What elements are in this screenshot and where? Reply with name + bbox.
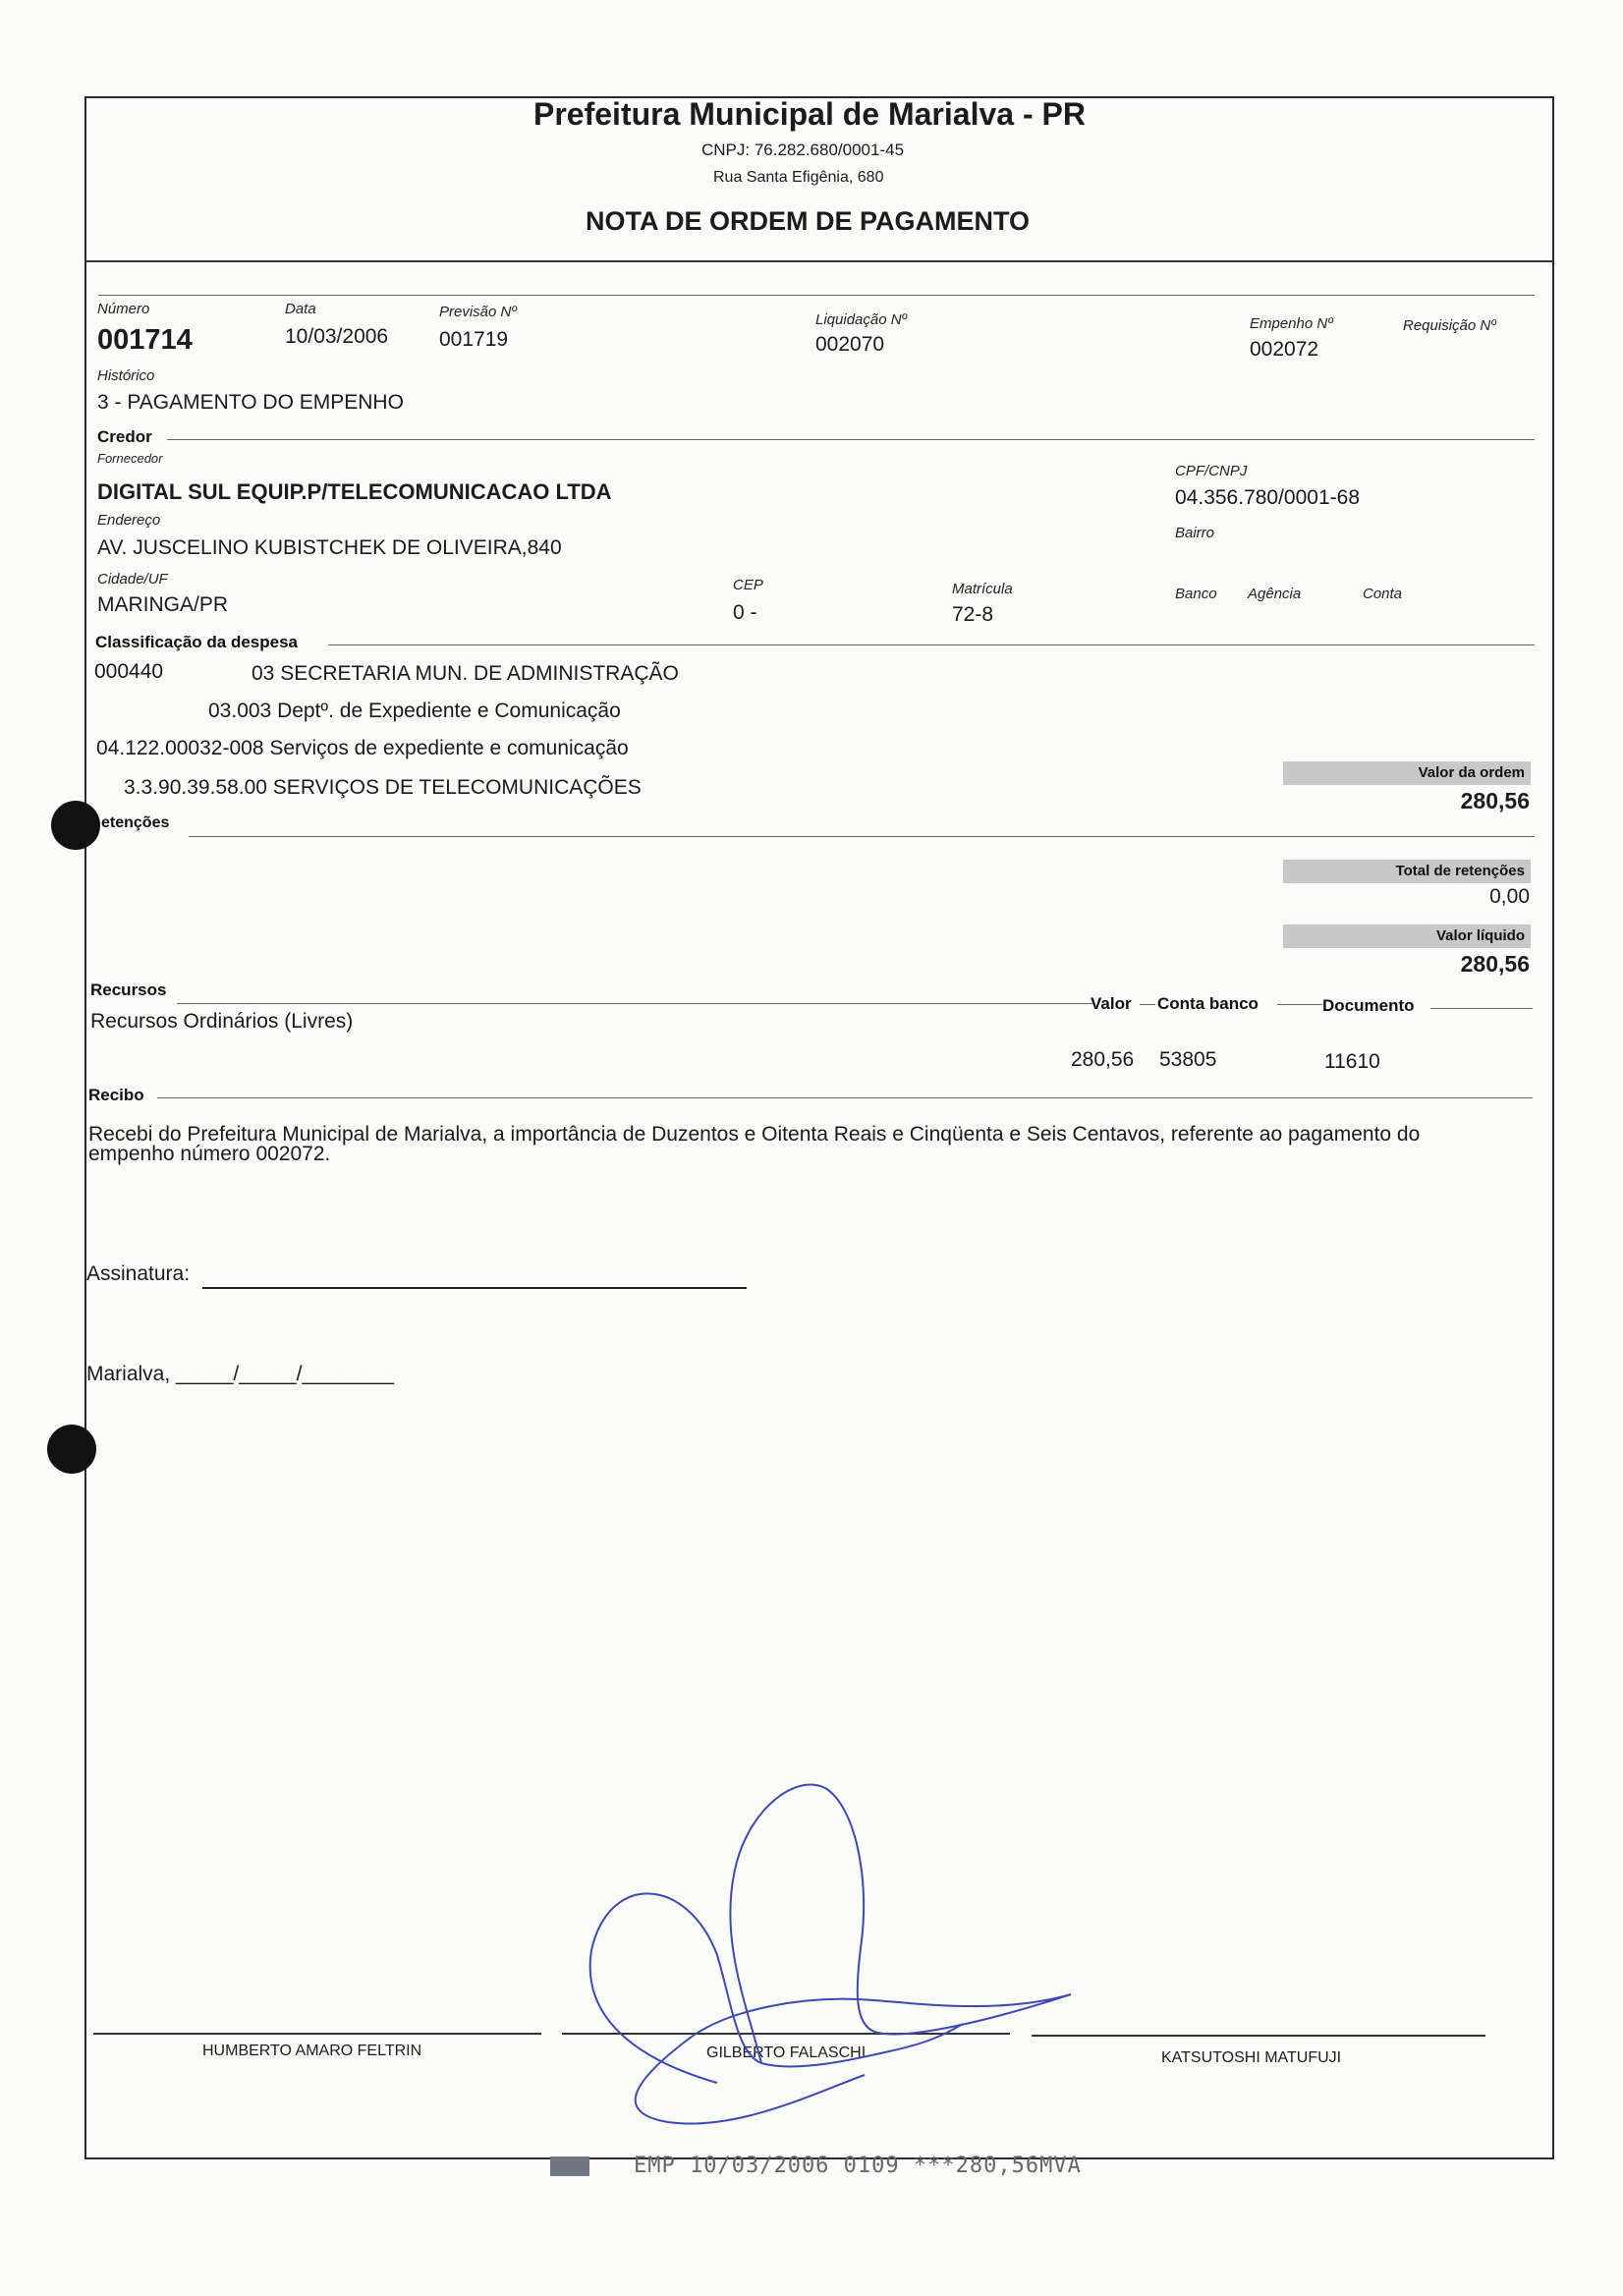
matricula-label: Matrícula xyxy=(952,581,1013,597)
recursos-value: Recursos Ordinários (Livres) xyxy=(90,1010,354,1033)
header-divider xyxy=(84,260,1552,262)
endereco-value: AV. JUSCELINO KUBISTCHEK DE OLIVEIRA,840 xyxy=(97,536,562,559)
recibo-text-line-1: Recebi do Prefeitura Municipal de Marialva, a importância de Duzentos e Oitenta Reais e Cinqüenta e Seis Centavos, referente ao pagamento do xyxy=(88,1123,1421,1146)
assinatura-label: Assinatura: xyxy=(86,1262,191,1285)
fornecedor-label: Fornecedor xyxy=(97,451,163,466)
total-retencoes-label: Total de retenções xyxy=(1395,863,1525,879)
recibo-text-line-2: empenho número 002072. xyxy=(88,1143,331,1165)
recursos-rule xyxy=(177,1003,1092,1004)
valor-ordem-bar xyxy=(1283,761,1531,785)
recursos-section: Recursos xyxy=(90,980,167,999)
banco-label: Banco xyxy=(1175,586,1217,602)
valor-liquido-bar xyxy=(1283,924,1531,948)
classificacao-section: Classificação da despesa xyxy=(95,633,299,651)
municipality-title: Prefeitura Municipal de Marialva - PR xyxy=(533,96,1086,132)
recursos-valor: 280,56 xyxy=(1071,1048,1135,1071)
empenho-value: 002072 xyxy=(1250,338,1319,361)
recibo-rule xyxy=(157,1097,1533,1098)
classificacao-line-4: 3.3.90.39.58.00 SERVIÇOS DE TELECOMUNICAÇÕES xyxy=(124,776,642,799)
punch-hole-top xyxy=(51,801,100,850)
documento-value: 11610 xyxy=(1324,1050,1380,1073)
local-data-line: Marialva, _____/_____/________ xyxy=(86,1363,394,1385)
assinatura-line xyxy=(202,1287,747,1289)
retencoes-rule xyxy=(189,836,1535,837)
classificacao-line-3: 04.122.00032-008 Serviços de expediente e comunicação xyxy=(96,737,629,759)
agencia-label: Agência xyxy=(1248,586,1302,602)
stamp-logo xyxy=(550,2156,589,2176)
valor-ordem-label: Valor da ordem xyxy=(1418,764,1525,781)
payment-stamp: EMP 10/03/2006 0109 ***280,56MVA xyxy=(634,2154,1082,2178)
retencoes-section: etenções xyxy=(101,814,170,831)
address-line: Rua Santa Efigênia, 680 xyxy=(713,169,884,186)
historico-label: Histórico xyxy=(97,367,155,384)
bairro-label: Bairro xyxy=(1175,525,1215,541)
matricula-value: 72-8 xyxy=(952,603,994,626)
valor-liquido-label: Valor líquido xyxy=(1435,927,1525,944)
cnpj-line: CNPJ: 76.282.680/0001-45 xyxy=(701,140,905,159)
cpf-value: 04.356.780/0001-68 xyxy=(1175,486,1361,509)
data-value: 10/03/2006 xyxy=(285,325,389,348)
signature-line-3 xyxy=(1032,2035,1485,2037)
classificacao-rule xyxy=(328,644,1535,645)
recursos-rule-2 xyxy=(1140,1004,1155,1005)
numero-label: Número xyxy=(97,301,150,317)
signatory-2: GILBERTO FALASCHI xyxy=(706,2044,867,2061)
recursos-valor-label: Valor xyxy=(1091,994,1132,1013)
cep-value: 0 - xyxy=(733,601,757,624)
previsao-value: 001719 xyxy=(439,328,509,351)
conta-banco-value: 53805 xyxy=(1159,1048,1217,1071)
punch-hole-bottom xyxy=(47,1425,96,1474)
recursos-rule-4 xyxy=(1430,1008,1533,1009)
endereco-label: Endereço xyxy=(97,512,161,529)
classificacao-code: 000440 xyxy=(94,660,164,683)
requisicao-label: Requisição Nº xyxy=(1403,317,1496,334)
liquidacao-value: 002070 xyxy=(815,333,885,356)
liquidacao-label: Liquidação Nº xyxy=(815,311,908,328)
credor-section: Credor xyxy=(97,427,152,446)
credor-rule xyxy=(167,439,1535,440)
handwritten-signature xyxy=(570,1768,1081,2142)
conta-banco-label: Conta banco xyxy=(1157,994,1259,1013)
classificacao-line-2: 03.003 Deptº. de Expediente e Comunicação xyxy=(208,700,621,722)
recibo-section: Recibo xyxy=(88,1086,144,1104)
signature-stroke xyxy=(590,1785,1071,2124)
signatory-1: HUMBERTO AMARO FELTRIN xyxy=(202,2043,422,2059)
document-title: NOTA DE ORDEM DE PAGAMENTO xyxy=(586,206,1031,236)
numero-value: 001714 xyxy=(97,324,193,356)
historico-value: 3 - PAGAMENTO DO EMPENHO xyxy=(97,391,404,414)
valor-ordem-value: 280,56 xyxy=(1460,788,1530,813)
cep-label: CEP xyxy=(733,577,763,593)
signatory-3: KATSUTOSHI MATUFUJI xyxy=(1161,2049,1342,2066)
total-retencoes-bar xyxy=(1283,860,1531,883)
data-label: Data xyxy=(285,301,316,317)
conta-label: Conta xyxy=(1363,586,1403,602)
ids-divider xyxy=(98,295,1535,296)
recursos-rule-3 xyxy=(1277,1004,1322,1005)
fornecedor-value: DIGITAL SUL EQUIP.P/TELECOMUNICACAO LTDA xyxy=(97,479,612,504)
empenho-label: Empenho Nº xyxy=(1250,315,1333,332)
cidade-value: MARINGA/PR xyxy=(97,593,229,616)
signature-line-1 xyxy=(93,2033,541,2035)
total-retencoes-value: 0,00 xyxy=(1489,885,1530,908)
valor-liquido-value: 280,56 xyxy=(1460,951,1530,977)
documento-label: Documento xyxy=(1322,996,1415,1015)
previsao-label: Previsão Nº xyxy=(439,304,517,320)
classificacao-line-1: 03 SECRETARIA MUN. DE ADMINISTRAÇÃO xyxy=(252,662,679,685)
cpf-label: CPF/CNPJ xyxy=(1175,463,1248,479)
cidade-label: Cidade/UF xyxy=(97,571,168,588)
